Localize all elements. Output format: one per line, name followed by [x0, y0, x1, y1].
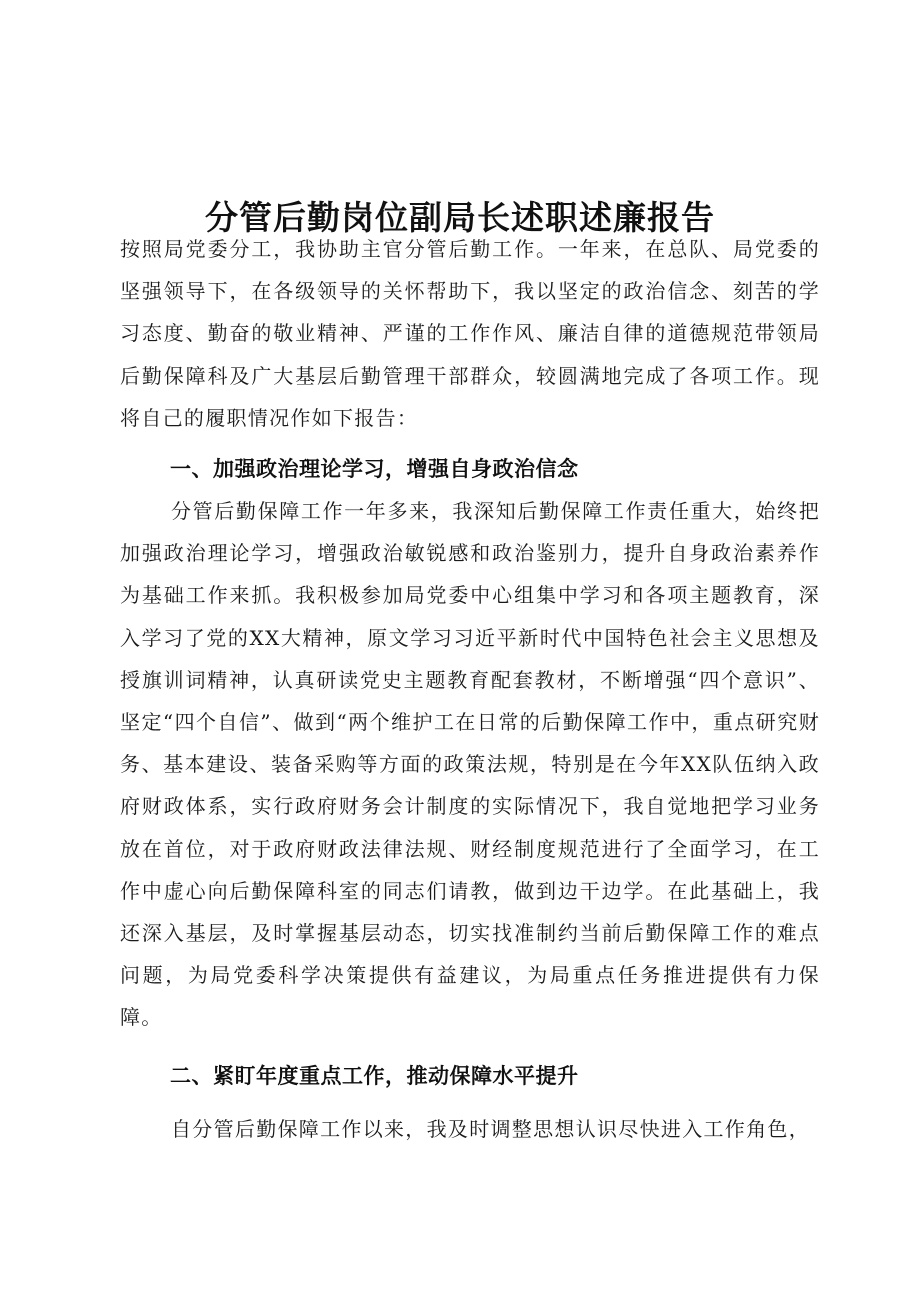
section-heading-2: 二、紧盯年度重点工作，推动保障水平提升 [170, 1064, 579, 1088]
section-paragraph-1: 分管后勤保障工作一年多来，我深知后勤保障工作责任重大，始终把加强政治理论学习，增强政治敏锐感和政治鉴别力，提升自身政治素养作为基础工作来抓。我积极参加局党委中心组集中学习和各项主题教育，深入学习了党的XX大精神，原文学习习近平新时代中国特色社会主义思想及授旗训词精神，认真研读党史主题教育配套教材，不断增强“四个意识”、坚定“四个自信”、做到“两个维护工在日常的后勤保障工作中，重点研究财务、基本建设、装备采购等方面的政策法规，特别是在今年XX队伍纳入政府财政体系，实行政府财务会计制度的实际情况下，我自觉地把学习业务放在首位，对于政府财政法律法规、财经制度规范进行了全面学习，在工作中虚心向后勤保障科室的同志们请教，做到边干边学。在此基础上，我还深入基层，及时掌握基层动态，切实找准制约当前后勤保障工作的难点问题，为局党委科学决策提供有益建议，为局重点任务推进提供有力保障。 [120, 499, 820, 1030]
section-heading-1: 一、加强政治理论学习，增强自身政治信念 [170, 457, 579, 481]
intro-paragraph: 按照局党委分工，我协助主官分管后勤工作。一年来，在总队、局党委的坚强领导下，在各级领导的关怀帮助下，我以坚定的政治信念、刻苦的学习态度、勤奋的敬业精神、严谨的工作作风、廉洁自律的道德规范带领局后勤保障科及广大基层后勤管理干部群众，较圆满地完成了各项工作。现将自己的履职情况作如下报告： [120, 237, 820, 430]
document-title: 分管后勤岗位副局长述职述廉报告 [205, 198, 715, 238]
section-paragraph-2: 自分管后勤保障工作以来，我及时调整思想认识尽快进入工作角色， [171, 1117, 810, 1141]
